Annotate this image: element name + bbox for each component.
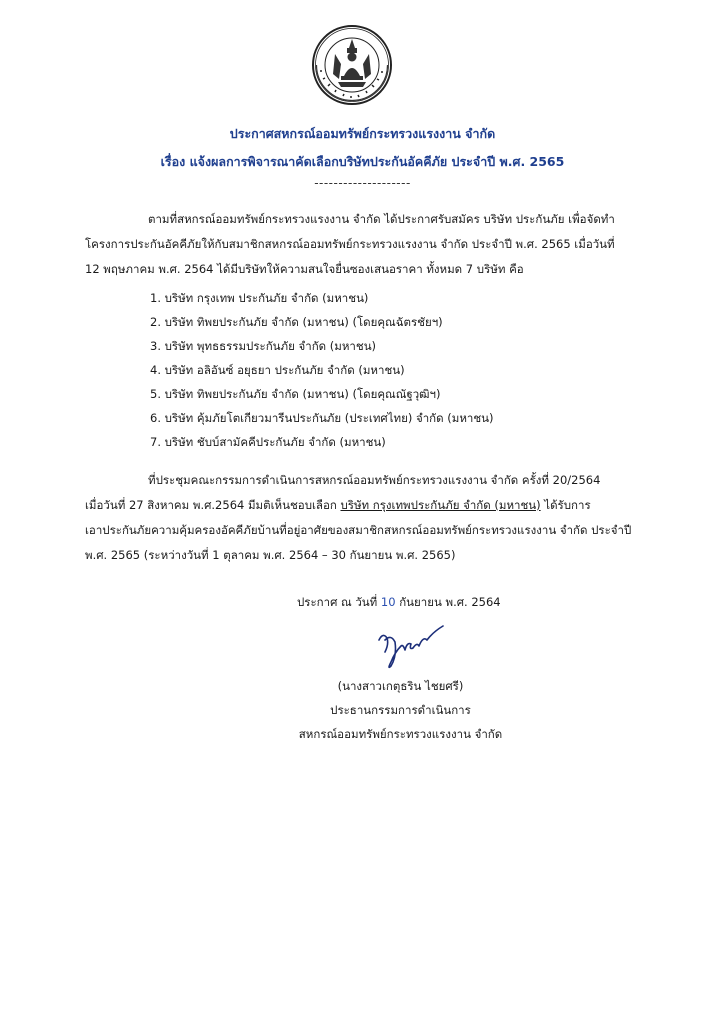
cooperative-seal-icon <box>311 24 393 106</box>
intro-line-1: ตามที่สหกรณ์ออมทรัพย์กระทรวงแรงงาน จำกัด ได้ประกาศรับสมัคร บริษัท ประกันภัย เพื่อจัดทำ <box>148 212 615 226</box>
resolution-line-3: เอาประกันภัยความคุ้มครองอัคคีภัยบ้านที่อยู่อาศัยของสมาชิกสหกรณ์ออมทรัพย์กระทรวงแรงงาน จำกัด ประจำปี <box>85 523 632 537</box>
announcement-date <box>297 594 501 612</box>
title-divider: -------------------- <box>314 176 411 190</box>
list-item: 5. บริษัท ทิพยประกันภัย จำกัด (มหาชน) (โดยคุณณัฐวุฒิฯ) <box>150 387 441 401</box>
list-item: 2. บริษัท ทิพยประกันภัย จำกัด (มหาชน) (โดยคุณฉัตรชัยฯ) <box>150 315 443 329</box>
intro-line-3: 12 พฤษภาคม พ.ศ. 2564 ได้มีบริษัทให้ความสนใจยื่นซองเสนอราคา ทั้งหมด 7 บริษัท คือ <box>85 262 524 276</box>
handwritten-signature-icon <box>373 622 453 672</box>
document-title: ประกาศสหกรณ์ออมทรัพย์กระทรวงแรงงาน จำกัด <box>229 126 496 141</box>
signer-organization: สหกรณ์ออมทรัพย์กระทรวงแรงงาน จำกัด <box>298 727 503 741</box>
resolution-line-2 <box>85 493 665 518</box>
document-subject: เรื่อง แจ้งผลการพิจารณาคัดเลือกบริษัทประกันอัคคีภัย ประจำปี พ.ศ. 2565 <box>160 154 565 169</box>
list-item: 6. บริษัท คุ้มภัยโตเกียวมารีนประกันภัย (ประเทศไทย) จำกัด (มหาชน) <box>150 411 494 425</box>
list-item: 1. บริษัท กรุงเทพ ประกันภัย จำกัด (มหาชน) <box>150 291 369 305</box>
selected-company: บริษัท กรุงเทพประกันภัย จำกัด (มหาชน) <box>340 498 541 512</box>
list-item: 4. บริษัท อลิอันซ์ อยุธยา ประกันภัย จำกัด (มหาชน) <box>150 363 405 377</box>
signer-name: (นางสาวเกตุธริน ไชยศรี) <box>337 679 464 693</box>
intro-line-2: โครงการประกันอัคคีภัยให้กับสมาชิกสหกรณ์ออมทรัพย์กระทรวงแรงงาน จำกัด ประจำปี พ.ศ. 2565 เมื่อวันที่ <box>85 237 615 251</box>
resolution-line-2-start: เมื่อวันที่ 27 สิงหาคม พ.ศ.2564 มีมติเห็นชอบเลือก <box>85 498 341 512</box>
intro-paragraph <box>85 207 665 282</box>
resolution-paragraph <box>85 468 665 568</box>
resolution-line-1: ที่ประชุมคณะกรรมการดำเนินการสหกรณ์ออมทรัพย์กระทรวงแรงงาน จำกัด ครั้งที่ 20/2564 <box>148 473 601 487</box>
signer-position: ประธานกรรมการดำเนินการ <box>330 703 471 717</box>
list-item: 3. บริษัท พุทธธรรมประกันภัย จำกัด (มหาชน) <box>150 339 377 353</box>
announcement-prefix: ประกาศ ณ วันที่ <box>297 595 381 609</box>
list-item: 7. บริษัท ชับบ์สามัคคีประกันภัย จำกัด (มหาชน) <box>150 435 386 449</box>
resolution-line-2-end: ได้รับการ <box>540 498 591 512</box>
company-list <box>150 286 494 454</box>
resolution-line-4: พ.ศ. 2565 (ระหว่างวันที่ 1 ตุลาคม พ.ศ. 2564 – 30 กันยายน พ.ศ. 2565) <box>85 548 456 562</box>
announcement-day: 10 <box>380 595 396 609</box>
announcement-suffix: กันยายน พ.ศ. 2564 <box>395 595 501 609</box>
